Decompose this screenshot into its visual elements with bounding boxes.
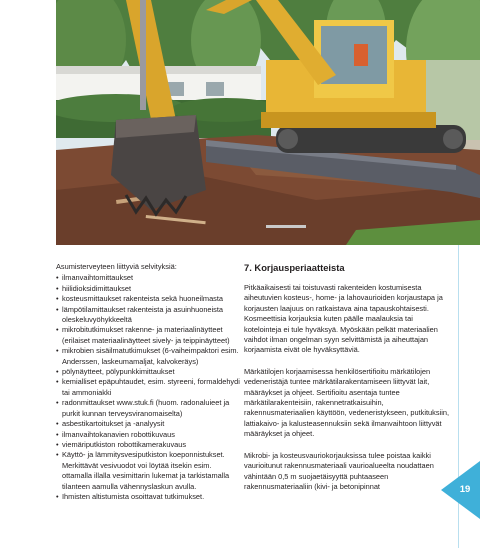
investigation-list	[56, 273, 242, 502]
list-item: • Ihmisten altistumista osoittavat tutkimukset.	[56, 492, 242, 502]
list-item: • Käyttö- ja lämmitysvesiputkiston koeponnistukset. Merkittävät vesivuodot voi löytää itsekin esim. ottamalla illalla vesimittarin lukemat ja tarkistamalla tilanteen aamulla vähennyslaskun avulla.	[56, 450, 242, 492]
paragraph: Mikrobi- ja kosteusvauriokorjauksissa tulee poistaa kaikki vaurioitunut rakennusmateriaali vaurioalueelta noudattaen vähintään 0,5 m suojaetäisyyttä puhtaaseen rakennusmateriaaliin (kivi- ja betonipinnat	[244, 450, 434, 491]
excavator-photo	[56, 0, 480, 245]
list-item: • lämpötilamittaukset rakenteista ja asuinhuoneista oleskeluvyöhykkeeltä	[56, 305, 242, 326]
list-item: • hiilidioksidimittaukset	[56, 284, 242, 294]
list-item: • asbestikartoitukset ja -analyysit	[56, 419, 242, 429]
paragraph: Pitkäaikaisesti tai toistuvasti rakenteiden kostumisesta aiheutuvien kosteus-, home- ja lahovaurioiden korjaustapa ja korjausten laajuus on ratkaistava aina tapauskohtaisesti. Kosmeettisia korjauksia kuten päälle maalauksia tai kotelointeja ei tule hyväksyä. Myöskään pelkät materiaalien vaihdot ilman ongelman syyn selvittämistä ja aiheuttajan korjaamista eivät ole hyväksyttäviä.	[244, 283, 443, 355]
list-item: • mikrobitutkimukset rakenne- ja materiaalinäytteet (erilaiset materiaalinäytteet sively- ja teippinäytteet)	[56, 325, 242, 346]
list-item: • kemialliset epäpuhtaudet, esim. styreeni, formaldehydi tai ammoniakki	[56, 377, 242, 398]
left-column	[56, 262, 242, 502]
section-title: 7. Korjausperiaatteista	[244, 262, 345, 273]
intro-text: Asumisterveyteen liittyviä selvityksiä:	[56, 262, 177, 271]
paragraph: Märkätilojen korjaamisessa henkilösertifioitu märkätilojen vedeneristäjä tuntee märkätilarakentamiseen liittyvät lait, määräykset ja ohjeet. Sertifioitu asentaja tuntee märkätilarakenteisiin, rakennetratkaisuihin, rakennusmateriaalien käyttöön, vedeneristykseen, putkituksiin, lattiakaivo- ja kalusteasennuksiin sekä ilmanvaihtoon liittyvät määräykset ja ohjeet.	[244, 366, 449, 439]
page-number: 19	[459, 484, 471, 495]
right-column	[244, 262, 449, 503]
list-item: • kosteusmittaukset rakenteista sekä huoneilmasta	[56, 294, 242, 304]
list-item: • radonmittaukset www.stuk.fi (huom. radonaluieet ja purkit kunnan terveysviranomaiselta)	[56, 398, 242, 419]
excavator-illustration	[56, 0, 480, 245]
list-item: • mikrobien sisäilmatutkimukset (6-vaiheimpaktori esim. Anderssen, laskeumamaljat, kalvokeräys)	[56, 346, 242, 367]
list-item: • ilmanvaihtomittaukset	[56, 273, 242, 283]
list-item: • pölynäytteet, pölypunkkimittaukset	[56, 367, 242, 377]
list-item: • ilmanvaihtokanavien robottikuvaus	[56, 430, 242, 440]
list-item: • viemäriputkiston robottikamerakuvaus	[56, 440, 242, 450]
